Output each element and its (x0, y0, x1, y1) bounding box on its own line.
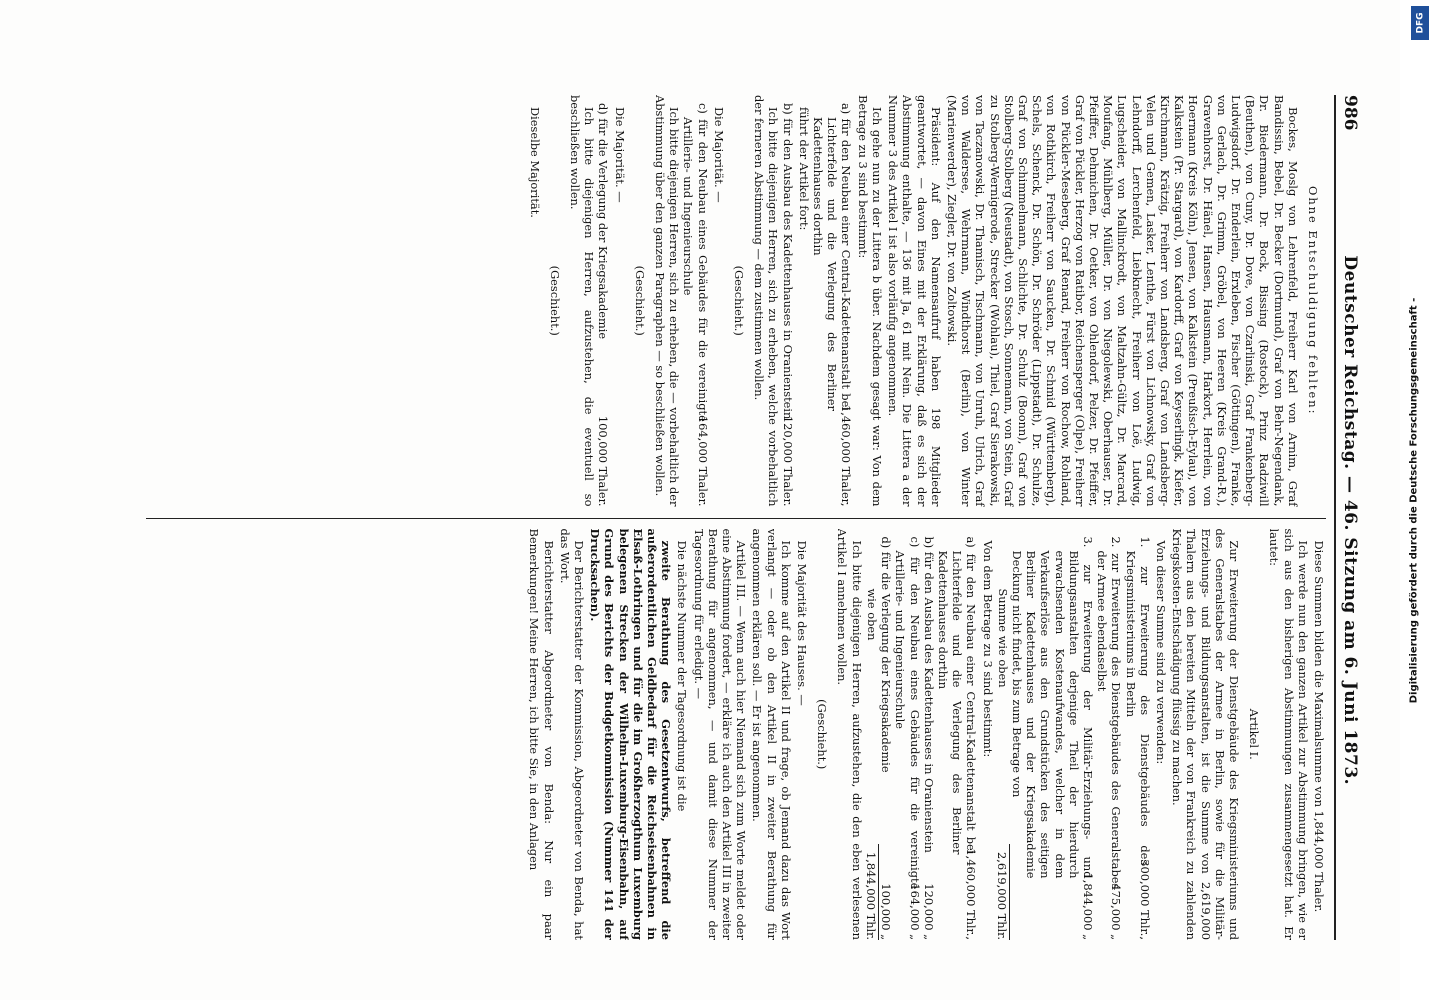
paragraph: führt der Artikel fort: (796, 107, 811, 231)
budget-row-amount: 1,460,000 Thlr., (964, 848, 979, 940)
sum-label: Summe wie oben (995, 588, 1010, 688)
item-b (780, 95, 794, 507)
budget-row-d (879, 529, 893, 941)
geschieht: (Geschieht.) (732, 265, 747, 336)
budget-row-text: 3. zur Erweiterung der Militär-Erziehungs- und Bildungsanstalten derjenige Theil der hierdurch erwachsenden Kostenaufwandes, welcher in dem Verkaufserlöse aus den Grundstücken des seitigen Berliner Kadettenhauses und der Kriegsakademie Deckung nicht findet, bis zum Betrage von (1009, 536, 1095, 879)
budget-row-amount: 120,000 „ (921, 883, 936, 940)
item-a (811, 95, 854, 507)
item-c-amount: 164,000 Thaler. (695, 415, 710, 507)
left-column (146, 95, 1326, 507)
item-b-text: b) für den Ausbau des Kadettenhauses in Oranienstein (780, 103, 795, 420)
budget-row-text: c) für den Neubau eines Gebäudes für die vereinigte Artillerie- und Ingenieurschule (893, 536, 922, 890)
budget-row-amount: 475,000 „ (1109, 883, 1124, 940)
budget-row-text: 2. zur Erweiterung des Dienstgebäudes des Generalstabes der Armee ebendaselbst (1095, 536, 1124, 890)
page-title: Deutscher Reichstag. — 46. Sitzung am 6. Juni 1873. (1340, 255, 1360, 786)
paragraph: Die Majorität. — (711, 107, 726, 203)
paragraph: Ich komme auf den Artikel II und frage, ob Jemand dazu das Wort verlangt — oder ob den Artikel II in zweiter Berathung für angenommen erklären soll. — Er ist angenommen. (750, 528, 793, 940)
paragraph: Zur Erweiterung der Dienstgebäude des Kriegsministeriums und des Generalstabes der Armee in Berlin, sowie für die Militär-Erziehungs- und Bildungsanstalten, ist die Summe von 2,619,000 Thalern aus den bereiten Mitteln der von Frankreich zu zahlenden Kriegskosten-Entschädigung flüssig zu machen. (1170, 528, 1241, 940)
paragraph: Ich gehe nun zu der Littera b über. Nachdem gesagt war: Von dem Betrage zu 3 sind bestimmt: (855, 95, 884, 507)
page-number: 986 (1340, 95, 1360, 131)
paragraph: Ich bitte diejenigen Herren, sich zu erheben, die — vorbehaltlich der Abstimmung über den ganzen Paragraphen — so beschließen wollen. (653, 95, 682, 507)
paragraph: Berichterstatter Abgeordneter von Benda: Nur ein paar Bemerkungen! Meine Herren, ich bitte Sie, in den Anlagen (527, 528, 556, 940)
absent-list: Bockes, Moslg von Lehrenfeld, Freiherr Karl von Arnim, Graf Bandissin, Bebel, Dr. Becker (Dortmund), Graf von Behr-Negendank, Dr. Biedermann, Dr. Bock, Bissing (Rostock), Prinz Radziwill (Beuthen), von Cuny, Dr. Dove, von Czarlinski, Graf Frankenberg-Ludwigsdorf, Dr. Enderlein, Erxleben, Fischer (Göttingen), Franke, von Gerlach, Dr. Grimm, Gröbel, von Heeren (Kreis Grand-R.), Gravenhorst, Dr. Hänel, Hansen, Hausmann, Harkort, Herrlein, von Hoermann (Kreis Köln), Jensen, von Kalkstein (Preußisch-Eylau), von Kalkstein (Pr. Stargard), von Kardorff, Graf von Keyserlingk, Kiefer, Kirchmann, Krätzig, Freiherr von Landsberg, Graf von Landsberg-Velen und Gemen, Lasker, Lenthe, Fürst von Lichnowsky, Graf von Lehndorff, Lerchenfeld, Liebknecht, Freiherr von Loë, Ludwig, Lugscheider, von Mallinckrodt, von Maltzahn-Gültz, Dr. Marcard, Moufang, Mühlberg, Müller, Dr. von Niegolewski, Oberhauser, Dr. Pfeiffer, Dehmichen, Dr. Oetker, von Ohlendorf, Pelzer, Dr. Pfeiffer, Graf von Pückler, Herzog von Ratibor, Reichensperger (Olpe), Freiherr von Pückler-Meseberg, Graf Renard, Freiherr von Rochow, Rohland, von Rothkirch, Freiherr von Saucken, Dr. Schmid (Württemberg), Schels, Schenck, Dr. Schön, Dr. Schröder (Lippstadt), Dr. Schulze, Graf von Schimmelmann, Schlichte, Dr. Schulz (Boonn), Graf von Stolberg-Stolberg (Neustadt), von Stosch, Sonnemann, von Stein, Graf zu Stolberg-Wernigerode, Strecker (Wohlau), Thiel, Graf Sierakowski, von Taczanowski, Dr. Thamisch, Tischmann, von Unruh, Ulrich, Graf von Waldersee, Wehrmann, Windthorst (Berlin), von Winter (Marienwerder), Ziegler, Dr. von Zoltowski. (944, 95, 1300, 507)
president-text: Präsident: Auf den Namensaufruf haben 198 Mitglieder geantwortet, — davon Eines mit der Erklärung, daß es sich der Abstimmung enthalte, — 136 mit Ja, 61 mit Nein. Die Littera a der Nummer 3 des Artikel I ist also vorläufig angenommen. (886, 95, 943, 507)
item-d-amount: 100,000 Thaler. (596, 415, 611, 507)
budget-row-3 (1010, 529, 1095, 941)
item-c (681, 95, 709, 507)
item-a-text: a) für den Neubau einer Central-Kadettenanstalt bei Lichterfelde und die Verlegung des Berliner Kadettenhauses dorthin (811, 103, 854, 411)
article-heading: Artikel I. (1247, 708, 1262, 760)
digitization-credit (1402, 10, 1426, 990)
item-a-amount: 1,460,000 Thaler, (839, 404, 854, 507)
geschieht: (Geschieht.) (547, 265, 562, 336)
budget-sum-2 (864, 529, 879, 941)
item-b-amount: 120,000 Thaler. (780, 415, 795, 507)
paragraph: Die Majorität. — (612, 107, 627, 203)
item-d (596, 95, 610, 507)
paragraph: Ich bitte diejenigen Herren, sich zu erheben, welche vorbehaltlich der ferneren Abstimmung — dem zustimmen wollen. (752, 95, 781, 507)
budget-row-a (936, 529, 979, 941)
paragraph: Ich bitte diejenigen Herren, aufzustehen, die eventuell so beschließen wollen. (568, 95, 597, 507)
paragraph: Dieselbe Majorität. (527, 107, 542, 218)
dfg-logo (1411, 6, 1429, 40)
sum-amount: 2,619,000 Thlr. (995, 844, 1010, 940)
sum-amount: 1,844,000 Thlr. (864, 844, 879, 940)
budget-row-amount: 100,000 „ (879, 883, 894, 940)
budget-row-text: a) für den Neubau einer Central-Kadettenanstalt bei Lichterfelde und die Verlegung des Berliner Kadettenhauses dorthin (935, 536, 979, 855)
item-c-text: c) für den Neubau eines Gebäudes für die vereinigte Artillerie- und Ingenieurschule (681, 103, 710, 422)
budget-row-text: 1. zur Erweiterung des Dienstgebäudes des Kriegsministeriums in Berlin (1123, 536, 1152, 866)
paragraph: Von dem Betrage zu 3 sind bestimmt: (980, 540, 995, 758)
item-d-text: d) für die Verlegung der Kriegsakademie (596, 103, 611, 340)
budget-row-amount: 300,000 Thlr., (1137, 859, 1152, 940)
agenda-item: zweite Berathung des Gesetzentwurfs, betreffend die außerordentlichen Geldbedarf für die Reichseisenbahnen in Elsaß-Lothringen und für die im Großherzogthum Luxemburg belegenen Strecken der Wilhelm-Luxemburg-Eisenbahn, auf Grund des Berichts der Budgetkommission (Nummer 141 der Drucksachen). (588, 528, 674, 940)
paragraph: Der Berichterstatter der Kommission, Abgeordneter von Benda, hat das Wort. (557, 528, 587, 940)
budget-row-amount: 1,844,000 „ (1080, 872, 1095, 940)
paragraph: Die nächste Nummer der Tagesordnung ist die (675, 540, 690, 812)
budget-row-amount: 164,000 „ (907, 883, 922, 940)
sum-label: wie oben (864, 588, 879, 641)
president-statement (886, 95, 943, 507)
paragraph: Ich werde nun den ganzen Artikel zur Abstimmung bringen, wie er sich aus den bisherigen Abstimmungen zusammengesetzt hat. Er lautet: (1267, 528, 1310, 940)
dfg-logo-text: DFG (1415, 12, 1426, 34)
geschieht: (Geschieht.) (632, 265, 647, 336)
paragraph: Die Majorität des Hauses. — (795, 540, 810, 706)
budget-row-text: d) für die Verlegung der Kriegsakademie (879, 536, 894, 773)
geschieht: (Geschieht.) (815, 699, 830, 770)
budget-row-text: b) für den Ausbau des Kadettenhauses in Oranienstein (921, 536, 936, 853)
budget-sum-1 (995, 529, 1010, 941)
paragraph: Diese Summen bilden die Maximalsumme von 1,844,000 Thaler. (1312, 540, 1326, 913)
credit-text: Digitalisierung gefördert durch die Deutsche Forschungsgemeinschaft - (1408, 297, 1420, 703)
budget-row-b (922, 529, 936, 941)
budget-row-2 (1095, 529, 1123, 941)
page-header (1334, 95, 1360, 940)
absent-heading: Ohne Entschuldigung fehlten: (1306, 186, 1320, 416)
budget-row-c (893, 529, 921, 941)
budget-row-1 (1123, 529, 1151, 941)
right-column (146, 529, 1326, 941)
paragraph: Ich bitte diejenigen Herren, aufzustehen, die den eben verlesenen Artikel I annehmen wollen. (835, 528, 864, 940)
paragraph: Von dieser Summe sind zu verwenden: (1153, 540, 1168, 765)
paragraph: Artikel III. — Wenn auch hier Niemand sich zum Worte meldet oder eine Abstimmung fordert, — erkläre ich auch den Artikel III in zweiter Berathung für angenommen, — und damit diese Nummer der Tagesordnung für erledigt. — (691, 528, 749, 940)
